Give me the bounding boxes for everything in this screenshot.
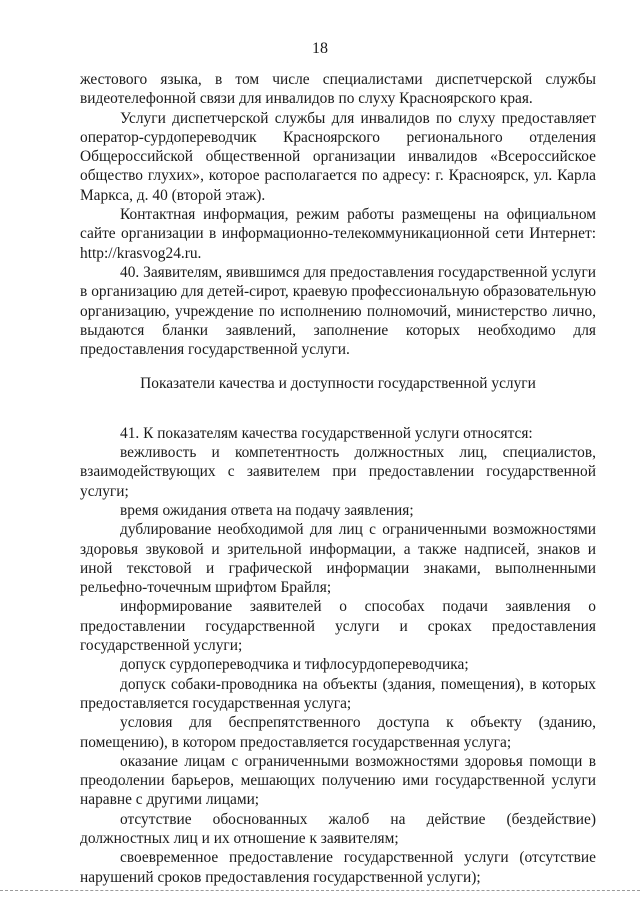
paragraph: 41. К показателям качества государственной услуги относятся: — [120, 424, 533, 442]
paragraph: дублирование необходимой для лиц с ограниченными возможностями здоровья звуковой и зрительной информации, а также надписей, знаков и иной текстовой и графической информации знаками, выполненными рельефно-точечным шрифтом Брайля; — [80, 521, 596, 597]
page-number: 18 — [312, 40, 328, 57]
paragraph: жестового языка, в том числе специалистами диспетчерской службы видеотелефонной связи для инвалидов по слуху Красноярского края. — [80, 71, 596, 108]
spacer — [80, 407, 596, 424]
document-body — [80, 70, 596, 887]
paragraph: вежливость и компетентность должностных лиц, специалистов, взаимодействующих с заявителем при предоставлении государственной услуги; — [80, 444, 596, 500]
top-paragraphs — [80, 70, 596, 359]
paragraph: отсутствие обоснованных жалоб на действие (бездействие) должностных лиц и их отношение к заявителям; — [80, 810, 596, 847]
paragraph: допуск сурдопереводчика и тифлосурдопереводчика; — [120, 656, 469, 674]
paragraph: Контактная информация, режим работы размещены на официальном сайте организации в информационно-телекоммуникационной сети Интернет: http://krasvog24.ru. — [80, 206, 596, 262]
paragraph: оказание лицам с ограниченными возможностями здоровья помощи в преодолении барьеров, мешающих получению ими государственной услуги наравне с другими лицами; — [80, 752, 596, 809]
paragraph: Услуги диспетчерской службы для инвалидов по слуху предоставляет оператор-сурдопереводчик Красноярского регионального отделения Общероссийской общественной организации инвалидов «Всероссийское общество глухих», которое располагается по адресу: г. Красноярск, ул. Карла Маркса, д. 40 (второй этаж). — [80, 109, 596, 204]
paragraph: допуск собаки-проводника на объекты (здания, помещения), в которых предоставляется государственная услуга; — [80, 675, 596, 712]
section-heading: Показатели качества и доступности государственной услуги — [140, 375, 536, 393]
bottom-divider — [0, 890, 640, 891]
paragraph: время ожидания ответа на подачу заявления; — [120, 501, 414, 519]
paragraph: условия для беспрепятственного доступа к объекту (зданию, помещению), в котором предоставляется государственная услуга; — [80, 714, 596, 751]
bottom-paragraphs — [80, 424, 596, 887]
paragraph: информирование заявителей о способах подачи заявления о предоставлении государственной услуги и сроках предоставления государственной услуги; — [80, 598, 596, 655]
paragraph: 40. Заявителям, явившимся для предоставления государственной услуги в организацию для детей-сирот, краевую профессиональную образовательную организацию, учреждение по исполнению полномочий, министерство лично, выдаются бланки заявлений, заполнение которых необходимо для предоставления государственной услуги. — [80, 263, 596, 359]
paragraph: своевременное предоставление государственной услуги (отсутствие нарушений сроков предоставления государственной услуги); — [80, 849, 596, 886]
